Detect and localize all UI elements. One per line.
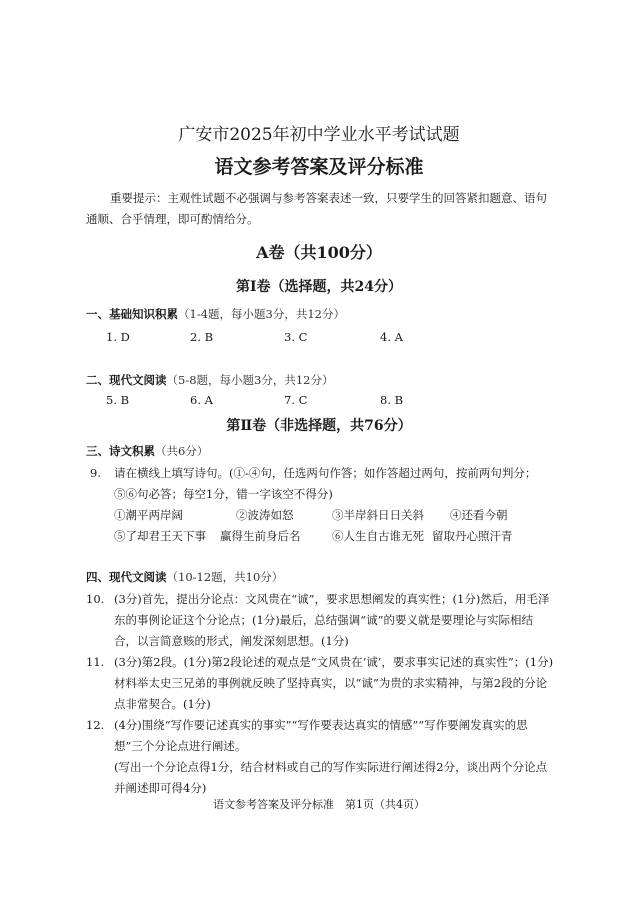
notice-text: 重要提示：主观性试题不必强调与参考答案表述一致，只要学生的回答紧扣题意、语句通顺、合乎情理，即可酌情给分。: [86, 191, 547, 226]
fill-4: ④还看今朝: [450, 508, 508, 522]
answer-5: 5. B: [106, 393, 130, 407]
section3-sub: （共6分）: [155, 444, 209, 458]
fill-2: ②波涛如怒: [236, 508, 294, 522]
fill-3: ③半岸斜日日关斜: [332, 508, 424, 522]
answer-7: 7. C: [284, 393, 308, 407]
document-subtitle: 语文参考答案及评分标准: [214, 156, 424, 178]
question-10-number: 10.: [86, 592, 105, 606]
answer-8: 8. B: [380, 393, 404, 407]
fill-5b: 赢得生前身后名: [220, 529, 301, 543]
page-footer: 语文参考答案及评分标准 第1页（共4页）: [213, 798, 425, 811]
question-12: [86, 715, 554, 799]
question-12-number: 12.: [86, 718, 105, 732]
section1-heading: [86, 306, 345, 322]
question-11-text: (3分)第2段。(1分)第2段论述的观点是“文风贵在‘诚’，要求事实记述的真实性”；(1分)材料举太史三兄弟的事例就反映了坚持真实，以“诚”为贵的求实精神，与第2段的分论点非常契合。(1分): [114, 655, 554, 711]
section2-title: 二、现代文阅读: [86, 373, 167, 387]
section3-heading: [86, 443, 208, 459]
section4-title: 四、现代文阅读: [86, 570, 167, 584]
question-9-number: 9.: [90, 466, 101, 480]
question-10: [86, 589, 554, 652]
question-11-number: 11.: [86, 655, 105, 669]
volume-a-heading: A卷（共100分）: [256, 243, 382, 262]
question-9-text: 请在横线上填写诗句。(①-④句，任选两句作答；如作答超过两句，按前两句判分；⑤⑥句必答；每空1分，错一字该空不得分): [114, 466, 537, 501]
question-10-text: (3分)首先，提出分论点：文风贵在“诚”，要求思想阐发的真实性；(1分)然后，用毛泽东的事例论证这个分论点；(1分)最后，总结强调“诚”的要义就是要理论与实际相结合，以言简意赅的形式，阐发深刻思想。(1分): [114, 592, 550, 648]
section1-title: 一、基础知识积累: [86, 307, 178, 321]
notice-paragraph: [86, 188, 554, 230]
question-12-text: (4分)围绕“写作要记述真实的事实”“写作要表达真实的情感”“写作要阐发真实的思想”三个分论点进行阐述。: [114, 718, 528, 753]
fill-5a: ⑤了却君王天下事: [114, 529, 206, 543]
section4-sub: （10-12题，共10分）: [166, 570, 284, 584]
question-11: [86, 652, 554, 715]
section4-heading: [86, 569, 283, 585]
fill-6a: ⑥人生自古谁无死: [332, 529, 424, 543]
section1-sub: （1-4题，每小题3分，共12分）: [178, 307, 345, 321]
section3-title: 三、诗文积累: [86, 444, 155, 458]
question-12-note: (写出一个分论点得1分，结合材料或自己的写作实际进行阐述得2分，谈出两个分论点并阐述即可得4分): [114, 760, 548, 795]
part1-heading: 第Ⅰ卷（选择题，共24分）: [235, 279, 403, 295]
answer-1: 1. D: [106, 330, 130, 344]
document-title: 广安市2025年初中学业水平考试试题: [178, 125, 460, 145]
fill-6b: 留取丹心照汗青: [432, 529, 513, 543]
section2-heading: [86, 372, 333, 388]
answer-3: 3. C: [284, 330, 308, 344]
answer-2: 2. B: [190, 330, 214, 344]
question-9: [92, 463, 554, 505]
answer-6: 6. A: [190, 393, 213, 407]
part2-heading: 第Ⅱ卷（非选择题，共76分）: [226, 418, 412, 434]
fill-1: ①潮平两岸阔: [114, 508, 183, 522]
section2-sub: （5-8题，每小题3分，共12分）: [166, 373, 334, 387]
answer-4: 4. A: [380, 330, 403, 344]
